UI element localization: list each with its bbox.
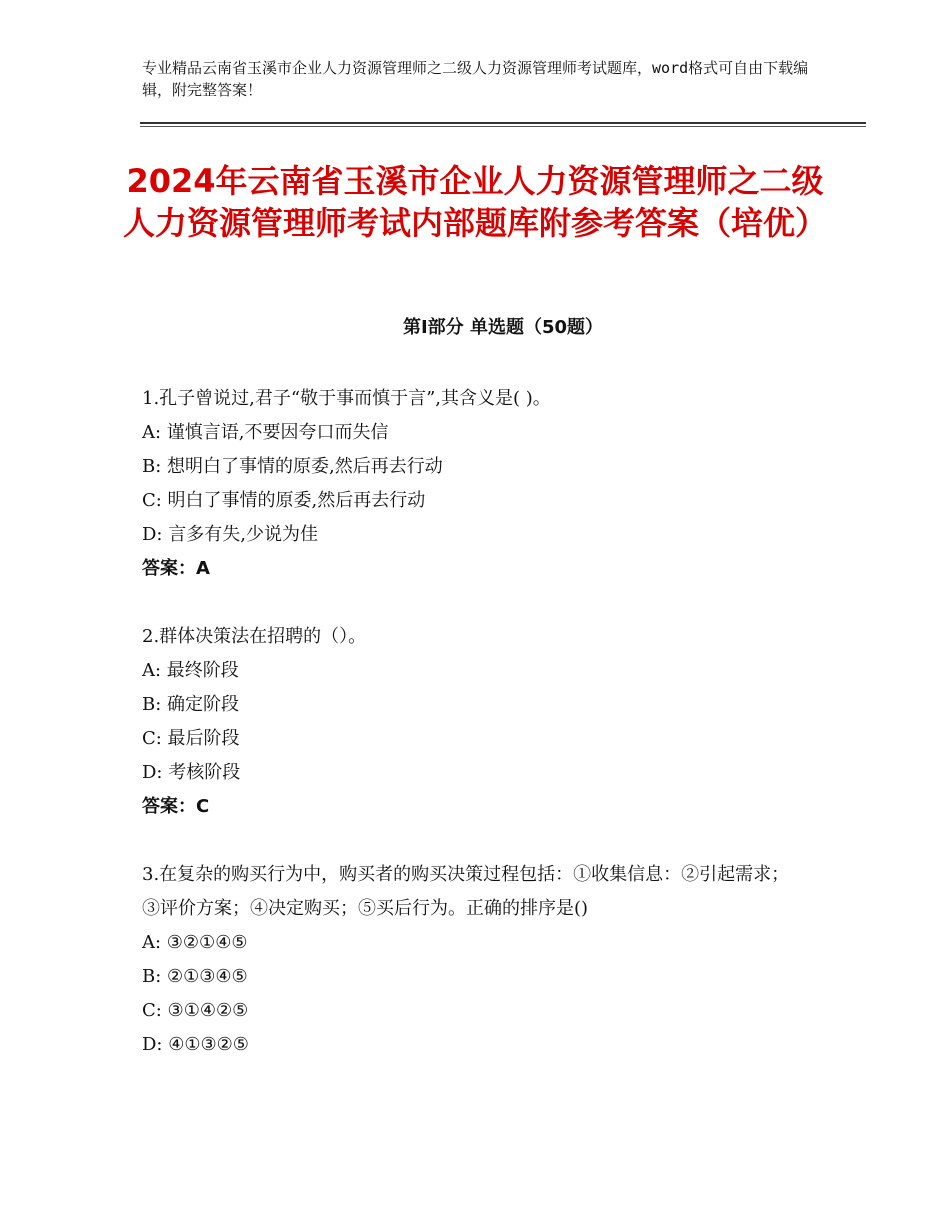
question-1 [142,382,802,586]
option-d: D: 考核阶段 [142,762,241,783]
section-heading: 第Ⅰ部分 单选题（50题） [402,317,603,338]
option-c: C: ③①④②⑤ [142,1000,249,1021]
option-b: B: 想明白了事情的原委,然后再去行动 [142,456,443,477]
option-d: D: 言多有失,少说为佳 [142,524,318,545]
header-divider-thick [140,122,866,124]
option-b: B: 确定阶段 [142,694,240,715]
option-a: A: ③②①④⑤ [142,932,248,953]
header-divider-thin [140,126,866,127]
option-a: A: 最终阶段 [142,660,239,681]
header-note: 专业精品云南省玉溪市企业人力资源管理师之二级人力资源管理师考试题库，word格式可自由下载编辑，附完整答案！ [142,59,809,99]
option-c: C: 明白了事情的原委,然后再去行动 [142,490,426,511]
document-title: 2024年云南省玉溪市企业人力资源管理师之二级人力资源管理师考试内部题库附参考答案（培优） [122,162,827,242]
question-2 [142,620,802,824]
option-a: A: 谨慎言语,不要因夸口而失信 [142,422,389,443]
option-d: D: ④①③②⑤ [142,1034,249,1055]
option-b: B: ②①③④⑤ [142,966,248,987]
question-stem: 2.群体决策法在招聘的（）。 [142,626,367,647]
option-c: C: 最后阶段 [142,728,240,749]
answer-line: 答案：A [142,558,210,579]
question-3 [142,858,802,1062]
question-stem: 3.在复杂的购买行为中，购买者的购买决策过程包括：①收集信息：②引起需求；③评价方案；④决定购买；⑤买后行为。正确的排序是() [142,864,790,919]
question-list [142,382,802,1062]
answer-line: 答案：C [142,796,210,817]
question-stem: 1.孔子曾说过,君子“敬于事而慎于言”,其含义是( )。 [142,388,551,409]
